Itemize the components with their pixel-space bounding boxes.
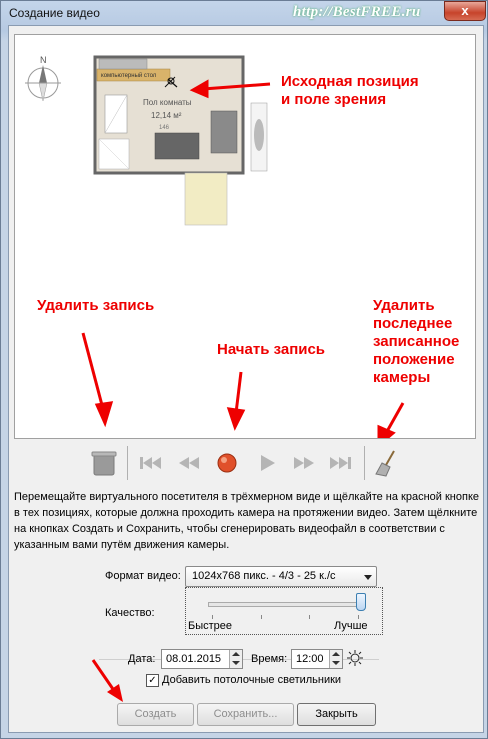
rewind-button[interactable] — [174, 448, 204, 478]
slider-tick — [261, 615, 262, 619]
annotation-delete-record: Удалить запись — [37, 297, 155, 314]
plan-room-dim: 146 — [159, 125, 170, 131]
annotation-start-position — [281, 73, 419, 109]
ceiling-lights-checkbox[interactable]: ✓ — [146, 674, 159, 687]
create-button[interactable]: Создать — [117, 703, 194, 726]
annotation-line: Исходная позиция — [281, 73, 419, 90]
close-window-button[interactable]: x — [444, 1, 486, 21]
dialog-content — [8, 25, 484, 733]
fast-forward-button[interactable] — [289, 448, 319, 478]
plan-preview[interactable] — [14, 34, 476, 439]
annotation-line: записанное — [373, 333, 460, 350]
date-spinner[interactable] — [229, 650, 242, 668]
quality-min-label: Быстрее — [188, 620, 233, 632]
slider-track — [208, 602, 362, 607]
play-button[interactable] — [252, 448, 282, 478]
plan-room-label: Пол комнаты — [143, 98, 192, 107]
delete-last-position-button[interactable] — [372, 448, 402, 478]
title-bar[interactable] — [1, 1, 487, 25]
recording-toolbar — [14, 444, 474, 484]
format-select[interactable] — [185, 566, 377, 587]
toolbar-separator — [364, 446, 365, 480]
time-spinner[interactable] — [329, 650, 342, 668]
annotation-line: и поле зрения — [281, 91, 387, 108]
window-title: Создание видео — [9, 6, 100, 20]
room-plan — [95, 57, 267, 225]
time-label: Время: — [251, 653, 288, 665]
broom-icon — [372, 448, 402, 478]
watermark: http://BestFREE.ru — [293, 4, 421, 20]
quality-max-label: Лучше — [334, 620, 368, 632]
slider-thumb[interactable] — [356, 593, 366, 611]
annotation-line: камеры — [373, 369, 431, 386]
sun-icon — [347, 650, 363, 666]
plan-room-area: 12,14 м² — [151, 111, 182, 120]
annotation-line: положение — [373, 351, 455, 368]
chevron-down-icon — [364, 575, 372, 580]
format-value: 1024x768 пикс. - 4/3 - 25 к./с — [192, 570, 336, 582]
annotation-start-record: Начать запись — [217, 341, 326, 358]
go-end-button[interactable] — [326, 448, 356, 478]
go-end-icon — [326, 448, 356, 478]
rewind-icon — [174, 448, 204, 478]
save-button[interactable]: Сохранить... — [197, 703, 294, 726]
play-icon — [252, 448, 282, 478]
trash-icon — [89, 448, 119, 478]
close-button[interactable]: Закрыть — [297, 703, 376, 726]
ceiling-lights-label[interactable]: Добавить потолочные светильники — [162, 674, 342, 686]
slider-tick — [309, 615, 310, 619]
toolbar-separator — [127, 446, 128, 480]
fast-forward-icon — [289, 448, 319, 478]
date-value: 08.01.2015 — [166, 653, 222, 665]
slider-tick — [358, 615, 359, 619]
quality-label: Качество: — [105, 607, 155, 619]
slider-tick — [212, 615, 213, 619]
record-icon — [212, 448, 242, 478]
date-label: Дата: — [128, 653, 156, 665]
annotation-delete-last — [373, 297, 459, 387]
quality-slider[interactable] — [185, 587, 383, 635]
annotation-line: Удалить — [373, 297, 435, 314]
plan-top-label: компьютерный стол — [101, 73, 157, 79]
go-start-icon — [135, 448, 165, 478]
date-field[interactable] — [161, 649, 243, 669]
record-button[interactable] — [212, 448, 242, 478]
delete-record-button[interactable] — [89, 448, 119, 478]
instructions-text: Перемещайте виртуального посетителя в трёхмерном виде и щёлкайте на красной кнопке в тех позициях, которые должна проходить камера на протяжении видео. Затем щёлкните на кнопках Создать и Сохранить, чтобы сгенерировать видеофайл в соответствии с указанным вами путём движения камеры. — [14, 491, 480, 551]
annotation-arrow-create — [89, 656, 129, 704]
go-start-button[interactable] — [135, 448, 165, 478]
time-value: 12:00 — [296, 653, 324, 665]
format-label: Формат видео: — [105, 570, 181, 582]
svg-text:N: N — [40, 55, 47, 65]
annotation-line: последнее — [373, 315, 453, 332]
compass-icon — [25, 55, 61, 101]
time-field[interactable] — [291, 649, 343, 669]
